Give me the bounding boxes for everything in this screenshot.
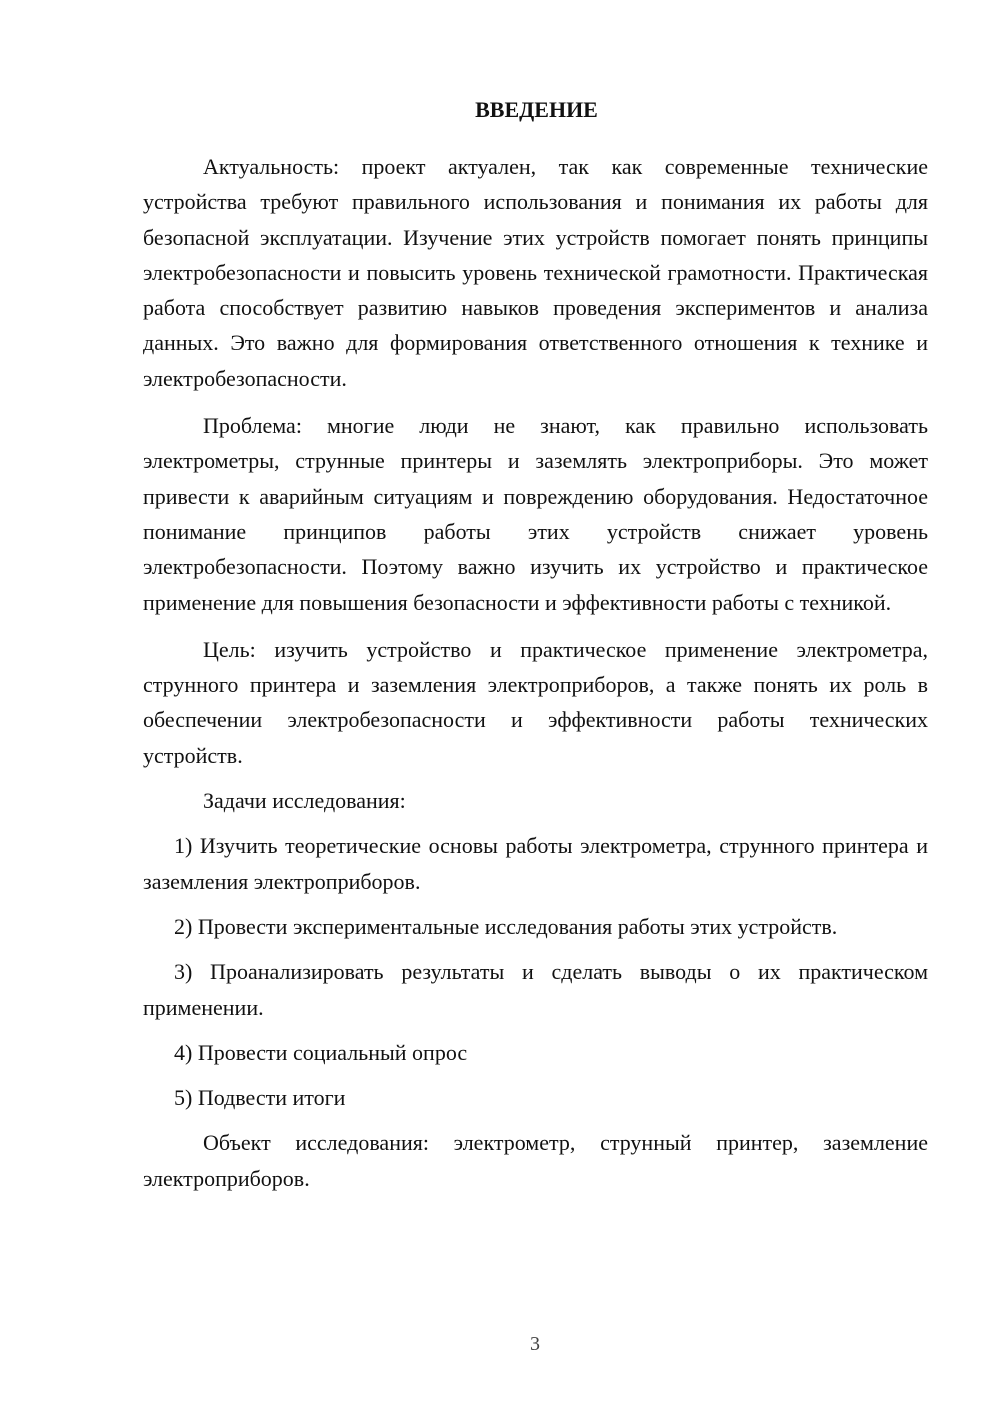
task-item-4: 4) Провести социальный опрос — [174, 1039, 468, 1065]
goal-paragraph: Цель: изучить устройство и практическое применение электрометра, струнного принтера и заземления электроприборов, а также понять их роль в обеспечении электробезопасности и эффективности работы технических устройств. — [143, 636, 928, 768]
task-item-3: 3) Проанализировать результаты и сделать выводы о их практическом применении. — [143, 959, 928, 1020]
task-item-5: 5) Подвести итоги — [174, 1085, 346, 1111]
object-paragraph: Объект исследования: электрометр, струнный принтер, заземление электроприборов. — [143, 1130, 928, 1191]
relevance-paragraph: Актуальность: проект актуален, так как современные технические устройства требуют правильного использования и понимания их работы для безопасной эксплуатации. Изучение этих устройств помогает понять принципы электробезопасности и повысить уровень технической грамотности. Практическая работа способствует развитию навыков проведения экспериментов и анализа данных. Это важно для формирования ответственного отношения к технике и электробезопасности. — [143, 154, 928, 391]
task-item-1: 1) Изучить теоретические основы работы электрометра, струнного принтера и заземления электроприборов. — [143, 833, 928, 894]
page-title: ВВЕДЕНИЕ — [475, 97, 598, 122]
tasks-heading: Задачи исследования: — [203, 788, 406, 814]
problem-paragraph: Проблема: многие люди не знают, как правильно использовать электрометры, струнные принтеры и заземлять электроприборы. Это может привести к аварийным ситуациям и повреждению оборудования. Недостаточное понимание принципов работы этих устройств снижает уровень электробезопасности. Поэтому важно изучить их устройство и практическое применение для повышения безопасности и эффективности работы с техникой. — [143, 413, 928, 615]
document-body — [143, 92, 928, 1196]
page-number: 3 — [530, 1333, 540, 1355]
task-item-2: 2) Провести экспериментальные исследования работы этих устройств. — [174, 913, 838, 939]
